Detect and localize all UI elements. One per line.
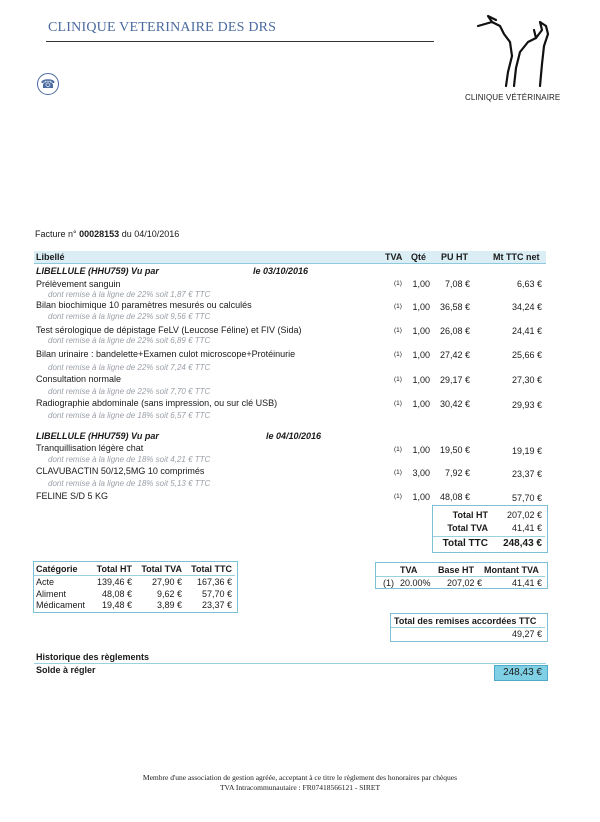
line-qty: 1,00 bbox=[412, 399, 430, 409]
total-ttc-value: 248,43 € bbox=[503, 538, 542, 549]
footer-line-2: TVA Intracommunautaire : FR07418566121 - SIRET bbox=[219, 783, 381, 792]
line-discount: dont remise à la ligne de 18% soit 6,57 € TTC bbox=[48, 411, 211, 420]
clinic-name: CLINIQUE VETERINAIRE DES DRS bbox=[48, 20, 277, 35]
line-label: Bilan biochimique 10 paramètres mesurés ou calculés bbox=[36, 300, 252, 310]
line-pu: 26,08 € bbox=[439, 326, 470, 336]
line-discount: dont remise à la ligne de 18% soit 4,21 € TTC bbox=[48, 455, 211, 464]
line-qty: 1,00 bbox=[412, 350, 430, 360]
discounts-rule bbox=[391, 627, 545, 628]
total-ttc-label: Total TTC bbox=[442, 538, 488, 549]
category-cell: 57,70 € bbox=[201, 589, 232, 599]
line-label: CLAVUBACTIN 50/12,5MG 10 comprimés bbox=[36, 466, 205, 476]
category-cell: Médicament bbox=[36, 600, 86, 610]
line-pu: 48,08 € bbox=[439, 492, 470, 502]
line-tva: (1) bbox=[394, 303, 402, 310]
line-pu: 7,92 € bbox=[444, 468, 470, 478]
vat-header: Base HT bbox=[438, 565, 475, 575]
category-cell: 48,08 € bbox=[101, 589, 132, 599]
category-cell: 27,90 € bbox=[151, 577, 182, 587]
line-mt: 24,41 € bbox=[511, 326, 542, 336]
balance-label: Solde à régler bbox=[36, 665, 96, 675]
vat-header: TVA bbox=[400, 565, 418, 575]
line-mt: 19,19 € bbox=[511, 446, 542, 456]
line-mt: 25,66 € bbox=[511, 350, 542, 360]
invoice-date: du 04/10/2016 bbox=[121, 229, 180, 239]
vat-amount: 41,41 € bbox=[511, 578, 542, 588]
vat-header: Montant TVA bbox=[484, 565, 539, 575]
line-mt: 6,63 € bbox=[516, 279, 542, 289]
vat-ref: (1) bbox=[383, 578, 394, 588]
totals-divider bbox=[433, 536, 545, 537]
vat-header-rule bbox=[376, 576, 545, 577]
line-qty: 1,00 bbox=[412, 492, 430, 502]
line-mt: 34,24 € bbox=[511, 302, 542, 312]
category-header: Total TVA bbox=[141, 564, 182, 574]
line-qty: 1,00 bbox=[412, 279, 430, 289]
line-tva: (1) bbox=[394, 280, 402, 287]
line-tva: (1) bbox=[394, 493, 402, 500]
line-tva: (1) bbox=[394, 327, 402, 334]
line-discount: dont remise à la ligne de 22% soit 9,56 € TTC bbox=[48, 312, 211, 321]
invoice-prefix: Facture n° bbox=[35, 229, 77, 239]
category-cell: 9,62 € bbox=[156, 589, 182, 599]
line-label: Radiographie abdominale (sans impression, ou sur clé USB) bbox=[36, 398, 278, 408]
discounts-value: 49,27 € bbox=[511, 629, 542, 639]
line-qty: 1,00 bbox=[412, 445, 430, 455]
category-cell: 139,46 € bbox=[96, 577, 132, 587]
total-tva-value: 41,41 € bbox=[511, 523, 542, 533]
history-label: Historique des règlements bbox=[36, 652, 150, 662]
line-pu: 27,42 € bbox=[439, 350, 470, 360]
header-qty: Qté bbox=[411, 252, 427, 262]
line-label: FELINE S/D 5 KG bbox=[36, 491, 109, 501]
line-label: Test sérologique de dépistage FeLV (Leucose Féline) et FIV (Sida) bbox=[36, 325, 302, 335]
total-ht-label: Total HT bbox=[452, 510, 488, 520]
category-cell: Acte bbox=[36, 577, 55, 587]
vat-rate: 20.00% bbox=[400, 578, 431, 588]
category-header: Total TTC bbox=[191, 564, 232, 574]
invoice-line bbox=[35, 229, 179, 239]
line-pu: 29,17 € bbox=[439, 375, 470, 385]
table-header-band bbox=[34, 251, 546, 263]
line-tva: (1) bbox=[394, 351, 402, 358]
discounts-label: Total des remises accordées TTC bbox=[394, 616, 537, 626]
line-label: Bilan urinaire : bandelette+Examen culot microscope+Protéinurie bbox=[36, 349, 296, 359]
header-rule bbox=[34, 263, 546, 264]
header-pu: PU HT bbox=[441, 252, 468, 262]
group-date: le 03/10/2016 bbox=[253, 266, 309, 276]
category-header-rule bbox=[34, 575, 235, 576]
header-mt: Mt TTC net bbox=[493, 252, 540, 262]
dog-cat-logo bbox=[470, 12, 552, 90]
line-discount: dont remise à la ligne de 22% soit 1,87 € TTC bbox=[48, 290, 211, 299]
line-discount: dont remise à la ligne de 22% soit 7,70 € TTC bbox=[48, 387, 211, 396]
line-mt: 23,37 € bbox=[511, 469, 542, 479]
header-label: Libellé bbox=[36, 252, 65, 262]
line-label: Prélèvement sanguin bbox=[36, 279, 121, 289]
line-mt: 57,70 € bbox=[511, 493, 542, 503]
history-rule bbox=[34, 663, 546, 664]
header-tva: TVA bbox=[385, 252, 403, 262]
total-tva-label: Total TVA bbox=[447, 523, 488, 533]
total-ht-value: 207,02 € bbox=[506, 510, 542, 520]
line-pu: 36,58 € bbox=[439, 302, 470, 312]
category-cell: Aliment bbox=[36, 589, 67, 599]
phone-icon: ☎ bbox=[37, 73, 59, 95]
group-title: LIBELLULE (HHU759) Vu par bbox=[36, 266, 159, 276]
category-cell: 3,89 € bbox=[156, 600, 182, 610]
line-tva: (1) bbox=[394, 446, 402, 453]
category-header: Catégorie bbox=[36, 564, 78, 574]
line-mt: 29,93 € bbox=[511, 400, 542, 410]
footer-line-1: Membre d'une association de gestion agréée, acceptant à ce titre le règlement des honoraires par chèques bbox=[142, 773, 458, 782]
balance-value: 248,43 € bbox=[503, 667, 542, 678]
line-discount: dont remise à la ligne de 18% soit 5,13 € TTC bbox=[48, 479, 211, 488]
category-header: Total HT bbox=[96, 564, 132, 574]
category-cell: 19,48 € bbox=[101, 600, 132, 610]
line-tva: (1) bbox=[394, 376, 402, 383]
line-discount: dont remise à la ligne de 22% soit 6,89 € TTC bbox=[48, 336, 211, 345]
line-label: Consultation normale bbox=[36, 374, 122, 384]
category-cell: 167,36 € bbox=[196, 577, 232, 587]
logo-caption: CLINIQUE VÉTÉRINAIRE bbox=[465, 93, 561, 102]
invoice-number: 00028153 bbox=[79, 229, 120, 239]
line-discount: dont remise à la ligne de 22% soit 7,24 € TTC bbox=[48, 363, 211, 372]
group-date: le 04/10/2016 bbox=[266, 431, 322, 441]
line-pu: 7,08 € bbox=[444, 279, 470, 289]
line-label: Tranquillisation légère chat bbox=[36, 443, 144, 453]
line-qty: 1,00 bbox=[412, 302, 430, 312]
header-divider bbox=[46, 41, 434, 42]
category-cell: 23,37 € bbox=[201, 600, 232, 610]
line-qty: 3,00 bbox=[412, 468, 430, 478]
line-qty: 1,00 bbox=[412, 375, 430, 385]
vat-base: 207,02 € bbox=[446, 578, 482, 588]
line-tva: (1) bbox=[394, 469, 402, 476]
line-tva: (1) bbox=[394, 400, 402, 407]
line-mt: 27,30 € bbox=[511, 375, 542, 385]
line-pu: 30,42 € bbox=[439, 399, 470, 409]
line-pu: 19,50 € bbox=[439, 445, 470, 455]
group-title: LIBELLULE (HHU759) Vu par bbox=[36, 431, 159, 441]
line-qty: 1,00 bbox=[412, 326, 430, 336]
